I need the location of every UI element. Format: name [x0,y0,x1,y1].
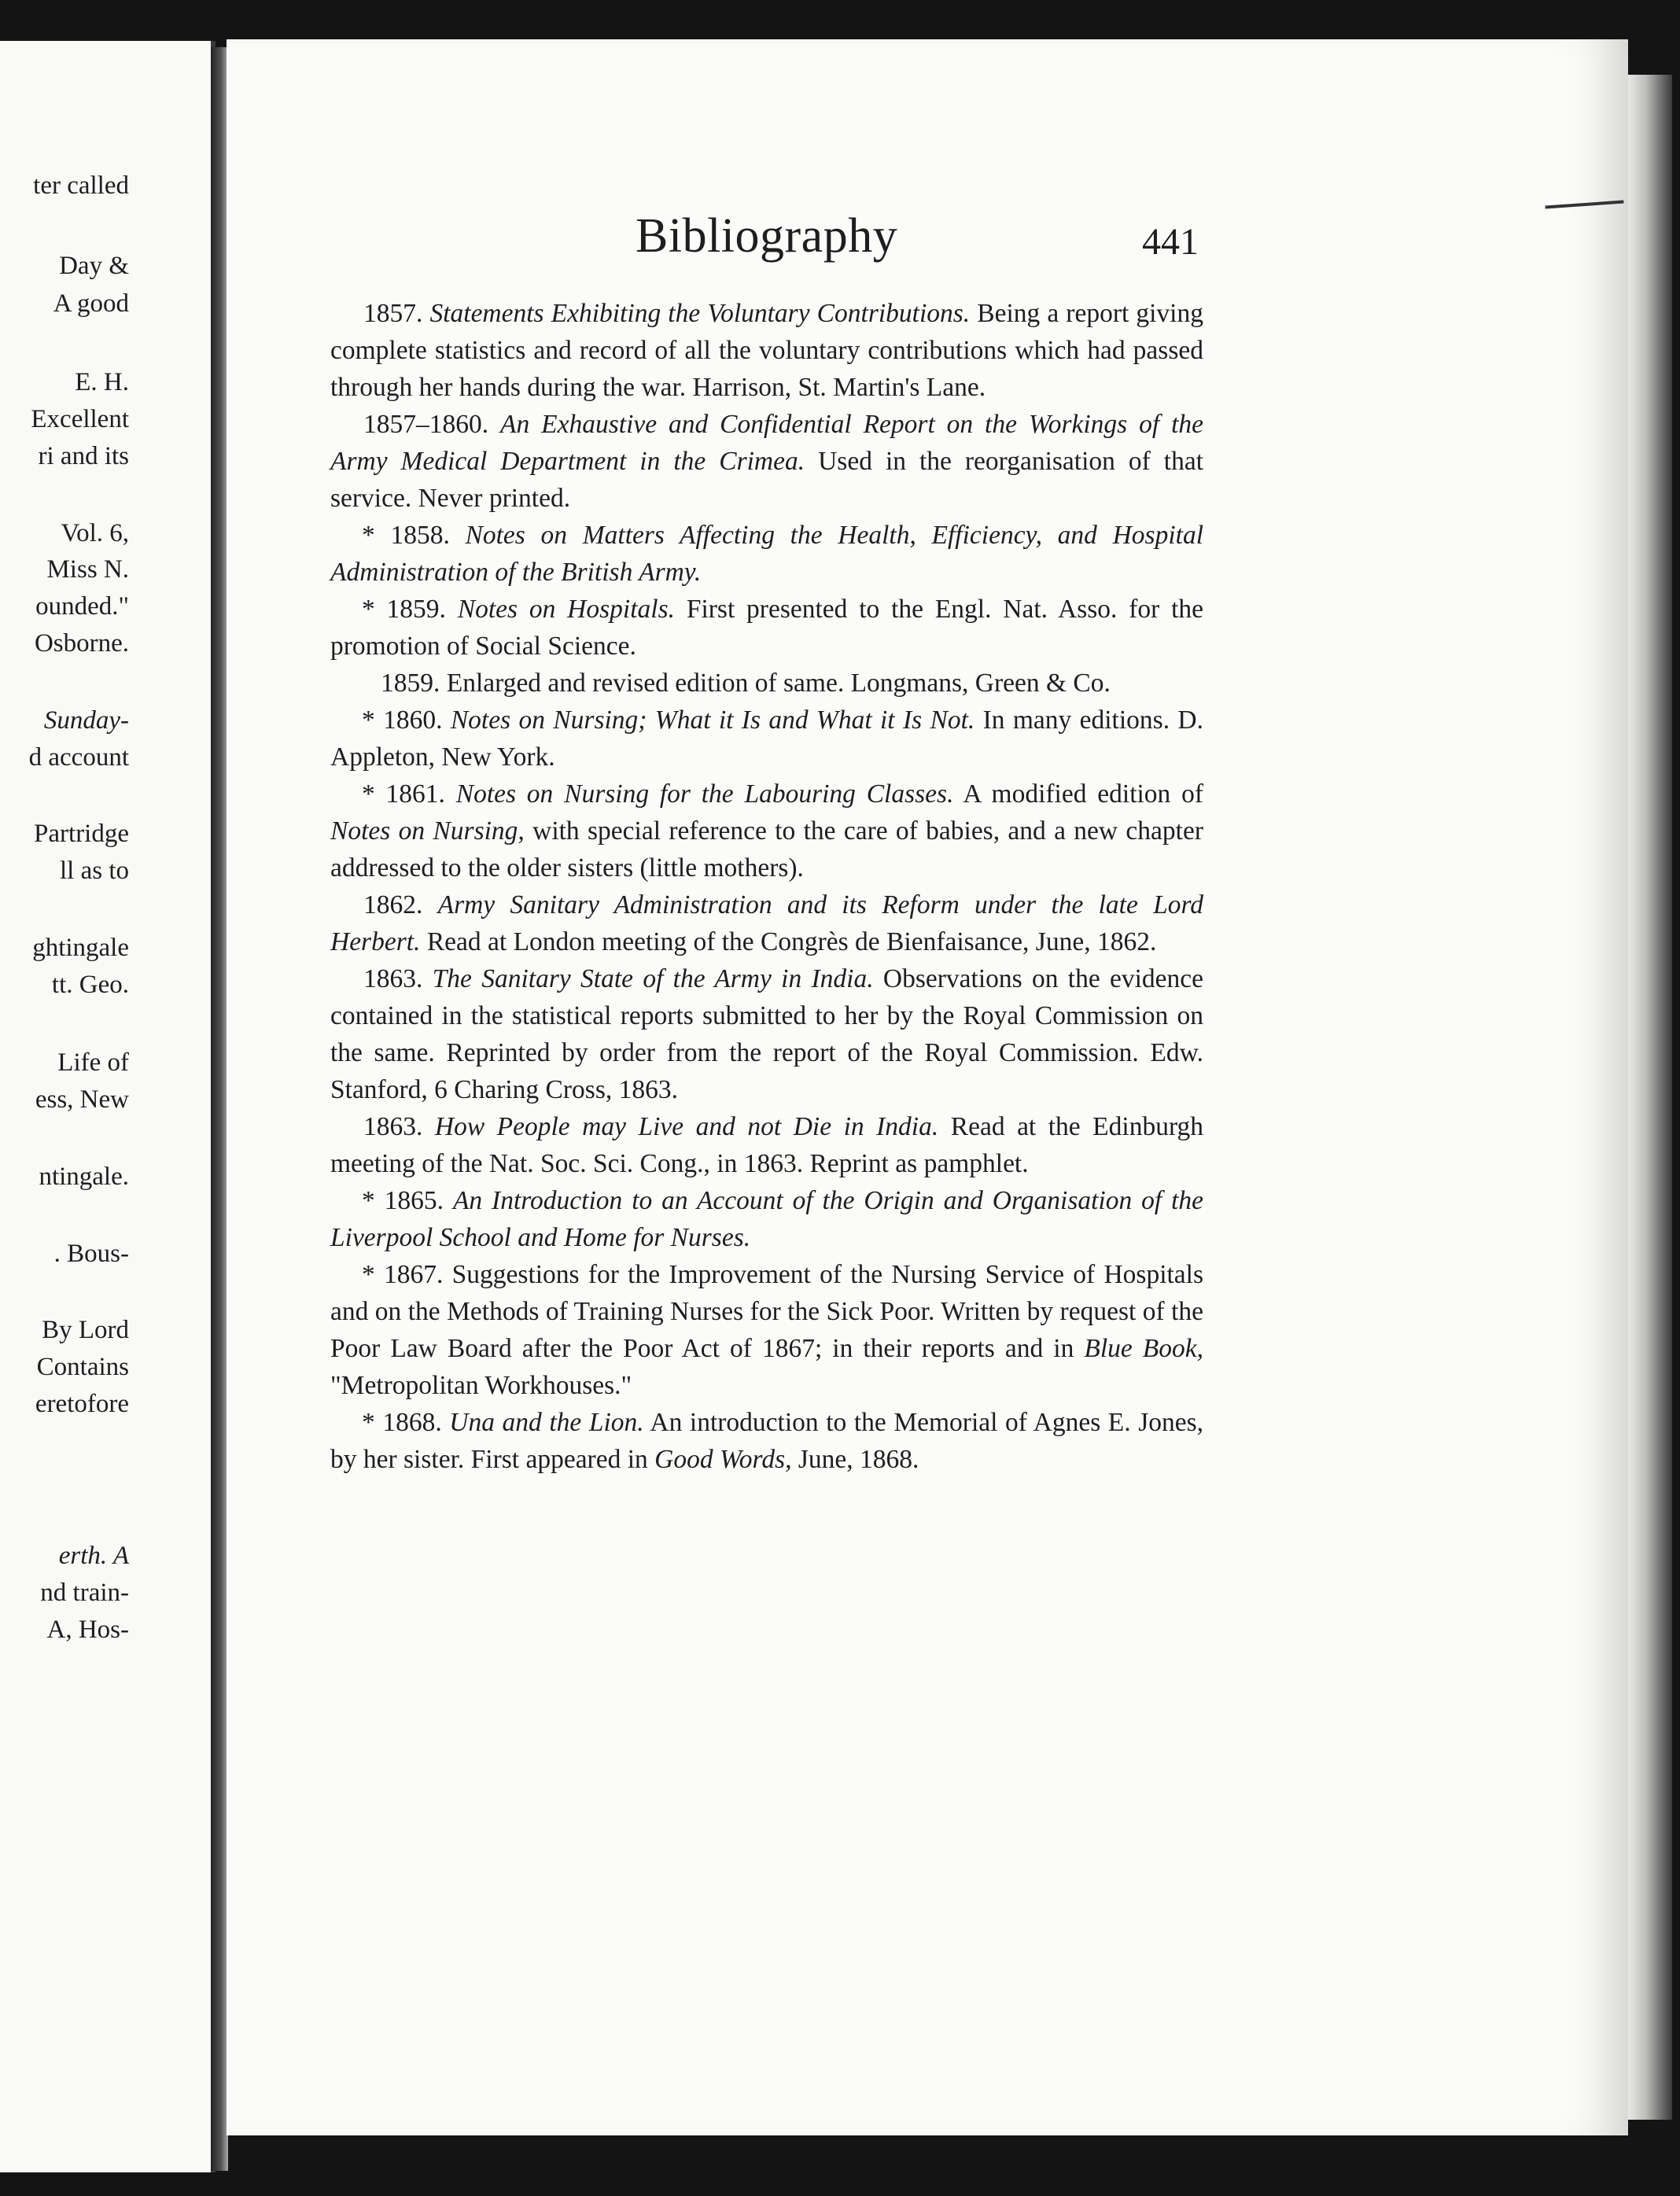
left-page-line: Vol. 6, [61,519,129,547]
entry-note: Used in the reorganisation of that service. Never printed. [330,447,1204,513]
left-page-line: d account [28,743,129,772]
entry-note: An introduction to the Memorial of Agnes E. Jones, by her sister. First appeared in [330,1408,1204,1474]
bibliography-entry [330,1404,1203,1478]
entry-note: In many editions. D. Appleton, New York. [330,706,1203,772]
bibliography-entry [330,1108,1203,1182]
left-page-line: ntingale. [39,1162,129,1191]
entry-year: * 1858. [362,521,450,550]
entry-year: 1863. [363,964,423,993]
entry-note: Read at London meeting of the Congrès de Bienfaisance, June, 1862. [426,927,1157,956]
left-page-line: Miss N. [46,555,129,584]
left-page-line: ter called [33,171,129,200]
left-page-line: nd train- [40,1579,129,1607]
entry-title: Army Sanitary Administration and its Reform under the late Lord Herbert. [330,890,1204,956]
bibliography-entry [330,591,1203,665]
left-page-line: ri and its [38,442,129,470]
left-page-line: E. H. [75,368,129,396]
left-page-line: A, Hos- [46,1616,129,1644]
entry-note: Read at the Edinburgh meeting of the Nat. Soc. Sci. Cong., in 1863. Reprint as pamphlet. [330,1112,1203,1178]
left-page-line: . Bous- [53,1240,129,1268]
bibliography-entry [330,886,1203,960]
left-page-line: Partridge [34,820,129,848]
left-page-line: eretofore [35,1390,129,1418]
entry-title: Notes on Nursing; What it Is and What it Is Not. [450,706,975,735]
entry-note: Observations on the evidence contained in the statistical reports submitted to her by the Royal Commission on the same. Reprinted by order from the report of the Royal Commission. Edw. Stanford, 6 Charing Cross, 1863. [330,964,1204,1104]
bibliography-entry [330,406,1203,517]
left-page-line: erth. A [58,1542,129,1570]
left-page-line: By Lord [42,1316,129,1344]
left-page-line: Contains [36,1353,129,1381]
entry-note: Enlarged and revised edition of same. Longmans, Green & Co. [446,669,1111,698]
entry-title: An Exhaustive and Confidential Report on the Workings of the Army Medical Department in the Crimea. [330,410,1203,476]
entry-title: How People may Live and not Die in India. [434,1112,939,1141]
bibliography-entry [330,960,1203,1108]
left-page-line: tt. Geo. [51,971,129,999]
entry-year: * 1860. [362,706,443,735]
left-page-line: ess, New [35,1085,129,1114]
entry-note: "Metropolitan Workhouses." [330,1371,632,1400]
entry-note: Being a report giving complete statistics and record of all the voluntary contributions which had passed through her hands during the war. Harrison, St. Martin's Lane. [330,299,1203,402]
entry-title: An Introduction to an Account of the Origin and Organisation of the Liverpool School and Home for Nurses. [330,1186,1204,1252]
entry-title: The Sanitary State of the Army in India. [432,964,874,993]
left-page-line: Osborne. [34,629,129,658]
running-head: Bibliography [636,209,898,263]
left-page-line: Life of [57,1048,129,1077]
page-number: 441 [1142,221,1199,263]
entry-year: 1862. [363,890,423,919]
bibliography-entry [330,1256,1203,1404]
bibliography-entry [330,776,1203,886]
entry-year: * 1865. [362,1186,444,1215]
left-page-line: Sunday- [43,706,129,735]
left-page-line: ghtingale [32,934,129,962]
entry-title: Notes on Nursing for the Labouring Classes. [455,779,954,809]
left-page-line: Day & [59,252,129,280]
entry-title: Notes on Nursing, [330,816,525,846]
bibliography-entry [330,1182,1203,1256]
entry-title: Notes on Hospitals. [457,595,675,624]
entry-year: 1857. [363,299,423,328]
entry-note: Suggestions for the Improvement of the Nursing Service of Hospitals and on the Methods of Training Nurses for the Sick Poor. Written by request of the Poor Law Board after the Poor Act of 1867; in their reports and in [330,1260,1204,1363]
gutter-shadow [211,47,228,2171]
bibliography-entry [330,665,1203,702]
bibliography-list [330,295,1203,1478]
entry-year: * 1868. [362,1408,442,1437]
left-page-line: ounded." [35,592,129,621]
page-edge [1628,75,1672,2120]
entry-year: * 1859. [362,595,446,624]
entry-year: * 1861. [362,779,445,809]
bibliography-entry [330,702,1203,776]
entry-note: A modified edition of [963,779,1203,809]
entry-year: * 1867. [362,1260,444,1289]
entry-note: First presented to the Engl. Nat. Asso. for the promotion of Social Science. [330,595,1204,661]
entry-title: Notes on Matters Affecting the Health, Efficiency, and Hospital Administration of the British Army. [330,521,1204,587]
entry-year: 1859. [381,669,440,698]
left-page-line: A good [53,289,129,318]
left-page-line: Excellent [31,405,129,433]
entry-note: with special reference to the care of babies, and a new chapter addressed to the older sisters (little mothers). [330,816,1203,882]
entry-title: Blue Book, [1084,1334,1204,1363]
bibliography-entry [330,517,1203,591]
bibliography-entry [330,295,1203,406]
entry-note: June, 1868. [798,1445,919,1474]
left-page [0,41,216,2172]
entry-year: 1857–1860. [363,410,489,439]
entry-title: Una and the Lion. [449,1408,644,1437]
entry-title: Good Words, [654,1445,792,1474]
left-page-line: ll as to [60,857,129,885]
entry-title: Statements Exhibiting the Voluntary Contributions. [429,299,971,328]
entry-year: 1863. [363,1112,423,1141]
